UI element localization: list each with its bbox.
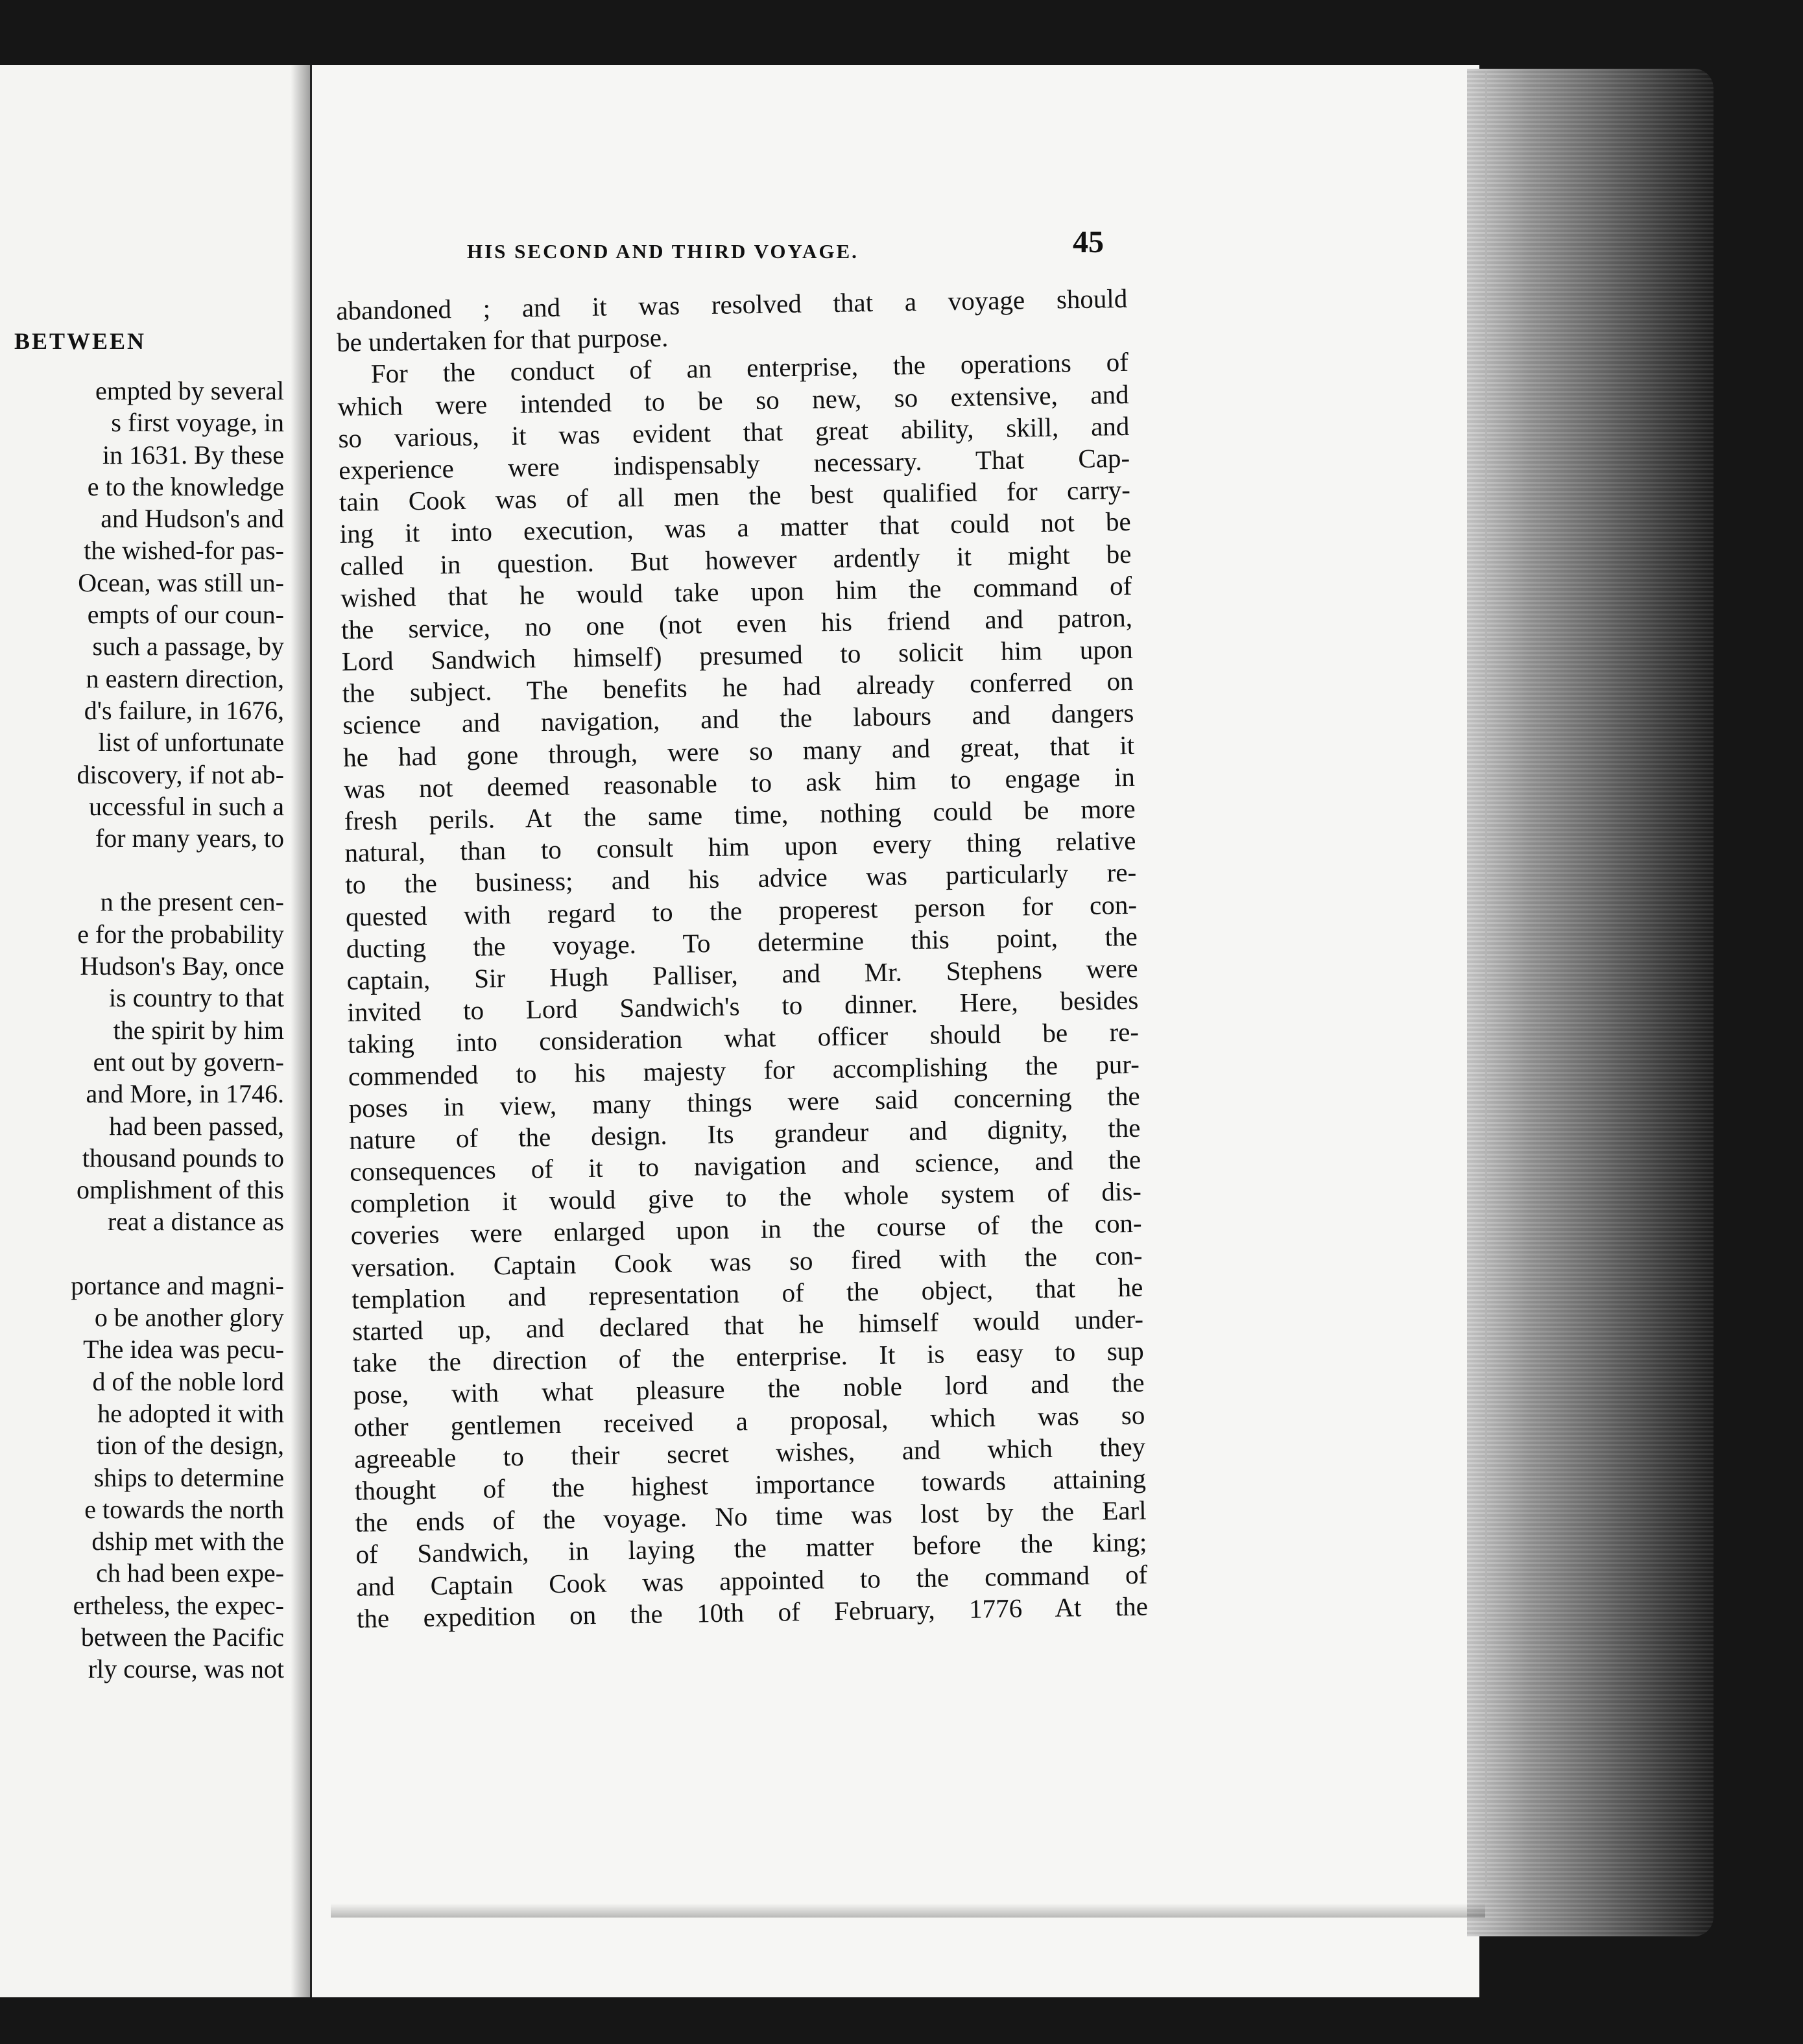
text-line: natural, than to consult him upon every thing relative	[344, 825, 1136, 868]
text-line: taking into consideration what officer should be re-	[347, 1017, 1140, 1060]
left-page	[0, 65, 310, 1997]
left-text-line: such a passage, by	[92, 632, 284, 661]
text-line: invited to Lord Sandwich's to dinner. Here, besides	[347, 984, 1139, 1027]
text-line: templation and representation of the object, that he	[351, 1272, 1143, 1314]
text-line: and Captain Cook was appointed to the command of	[355, 1559, 1148, 1602]
left-text-line: dship met with the	[91, 1527, 284, 1556]
left-text-line: e for the probability	[77, 919, 284, 949]
left-text-line: Hudson's Bay, once	[80, 951, 284, 981]
left-text-line: d's failure, in 1676,	[84, 695, 284, 725]
text-line: the ends of the voyage. No time was lost by the Earl	[355, 1495, 1147, 1538]
page-number: 45	[1073, 225, 1104, 259]
left-text-line: rly course, was not	[88, 1654, 284, 1684]
text-line: of Sandwich, in laying the matter before the king;	[355, 1527, 1147, 1570]
left-text-line: n the present cen-	[100, 887, 284, 917]
left-text-line: uccessful in such a	[88, 791, 284, 821]
text-line: versation. Captain Cook was so fired with the con-	[351, 1240, 1143, 1283]
text-line: the service, no one (not even his friend and patron,	[340, 602, 1133, 645]
gutter-shadow	[291, 65, 310, 1997]
left-text-line: list of unfortunate	[98, 728, 284, 757]
left-text-line: and Hudson's and	[101, 504, 284, 534]
left-text-line: the wished-for pas-	[84, 536, 284, 565]
left-text-line: Ocean, was still un-	[78, 567, 284, 597]
left-text-line: the spirit by him	[113, 1015, 284, 1045]
left-text-line: ertheless, the expec-	[73, 1590, 284, 1620]
text-line: captain, Sir Hugh Palliser, and Mr. Stephens were	[346, 953, 1138, 995]
text-line: the expedition on the 10th of February, 1776 At the	[356, 1591, 1149, 1634]
left-text-line: thousand pounds to	[82, 1143, 284, 1172]
text-line: tain Cook was of all men the best qualified for carry-	[339, 474, 1131, 517]
text-line: consequences of it to navigation and science, and the	[349, 1144, 1141, 1187]
body-text	[336, 283, 1148, 1635]
book-page-edge	[1467, 69, 1713, 1936]
page-border-line	[1485, 71, 1487, 1887]
text-line: the subject. The benefits he had already conferred on	[342, 666, 1134, 709]
left-text-line: d of the noble lord	[92, 1366, 284, 1396]
text-line: quested with regard to the properest person for con-	[345, 889, 1138, 932]
left-text-line: discovery, if not ab-	[77, 759, 284, 789]
left-text-line: The idea was pecu-	[83, 1335, 284, 1364]
text-line: take the direction of the enterprise. It is easy to sup	[352, 1335, 1145, 1378]
text-line: pose, with what pleasure the noble lord and the	[353, 1368, 1145, 1410]
text-line: fresh perils. At the same time, nothing could be more	[344, 793, 1136, 836]
text-line: started up, and declared that he himself would under-	[352, 1303, 1144, 1346]
left-text-line: empts of our coun-	[87, 600, 284, 630]
bottom-shadow	[331, 1903, 1485, 1918]
left-text-line: n eastern direction,	[86, 663, 284, 693]
text-line: poses in view, many things were said concerning the	[348, 1080, 1140, 1123]
left-page-text	[0, 375, 284, 1685]
left-text-line: tion of the design,	[97, 1431, 284, 1460]
left-text-line: o be another glory	[94, 1303, 284, 1333]
left-text-line: ships to determine	[93, 1462, 284, 1492]
text-line: Lord Sandwich himself) presumed to solicit him upon	[341, 634, 1134, 676]
left-text-line: e to the knowledge	[87, 471, 284, 501]
left-text-line: ent out by govern-	[93, 1047, 284, 1076]
text-line: agreeable to their secret wishes, and which they	[353, 1431, 1146, 1474]
text-line: which were intended to be so new, so extensive, and	[337, 379, 1129, 422]
text-line: For the conduct of an enterprise, the operations of	[370, 347, 1129, 389]
text-line: other gentlemen received a proposal, which was so	[353, 1399, 1145, 1442]
left-text-line: s first voyage, in	[111, 408, 284, 438]
text-line: wished that he would take upon him the command of	[340, 570, 1132, 613]
text-line: called in question. But however ardently it might be	[340, 538, 1132, 581]
left-text-line: is country to that	[109, 983, 284, 1013]
left-text-line: reat a distance as	[107, 1207, 284, 1237]
text-line: was not deemed reasonable to ask him to engage in	[343, 761, 1136, 804]
text-line: ducting the voyage. To determine this point, the	[346, 921, 1138, 964]
text-line: science and navigation, and the labours and dangers	[342, 698, 1134, 741]
text-line: commended to his majesty for accomplishing the pur-	[348, 1049, 1140, 1091]
text-line: so various, it was evident that great ability, skill, and	[338, 410, 1130, 453]
left-text-line: he adopted it with	[97, 1398, 284, 1428]
text-line: be undertaken for that purpose.	[336, 322, 669, 358]
text-line: to the business; and his advice was particularly re-	[344, 857, 1137, 900]
left-text-line: e towards the north	[84, 1494, 284, 1524]
text-line: nature of the design. Its grandeur and dignity, the	[349, 1112, 1141, 1155]
left-page-heading: BETWEEN	[14, 328, 147, 354]
left-text-line	[0, 1238, 284, 1270]
left-text-line: in 1631. By these	[102, 440, 284, 469]
text-line: ing it into execution, was a matter that could not be	[339, 506, 1131, 549]
left-text-line: ch had been expe-	[96, 1558, 284, 1588]
text-line: experience were indispensably necessary. That Cap-	[338, 442, 1130, 485]
left-text-line	[0, 854, 284, 886]
left-text-line: had been passed,	[109, 1111, 284, 1141]
left-text-line: omplishment of this	[77, 1175, 284, 1205]
left-text-line: portance and magni-	[71, 1270, 284, 1300]
text-line: coveries were enlarged upon in the course of the con-	[350, 1208, 1142, 1251]
text-line: abandoned ; and it was resolved that a voyage should	[336, 283, 1128, 326]
text-line: completion it would give to the whole system of dis-	[350, 1176, 1142, 1219]
left-text-line: empted by several	[95, 376, 284, 405]
left-text-line: for many years, to	[95, 824, 284, 853]
text-line: thought of the highest importance towards attaining	[354, 1463, 1147, 1506]
left-text-line: and More, in 1746.	[86, 1079, 284, 1109]
text-line: he had gone through, were so many and great, that it	[342, 730, 1135, 772]
left-text-line: between the Pacific	[80, 1622, 284, 1652]
running-head: HIS SECOND AND THIRD VOYAGE.	[467, 240, 859, 263]
